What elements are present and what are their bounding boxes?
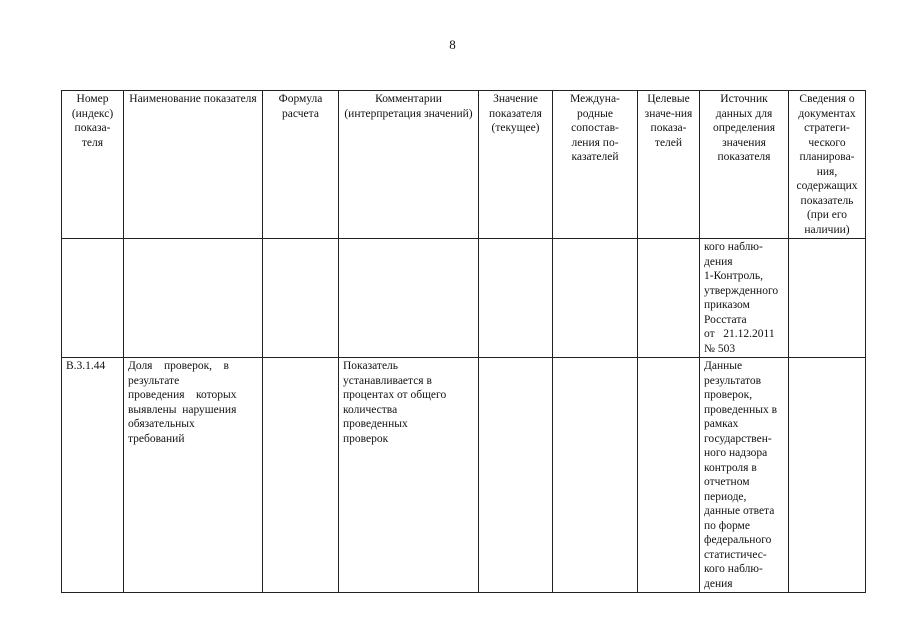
cell-target [638, 239, 700, 358]
table-row [62, 358, 866, 593]
comment-line: устанавливается в [343, 374, 432, 387]
cell-comment [339, 239, 479, 358]
comment-line: процентах от общего [343, 389, 447, 401]
header-value: Значение показателя (текущее) [479, 91, 553, 239]
cell-source [700, 239, 789, 358]
name-line: результате [128, 374, 180, 387]
header-source: Источник данных для определения значения показателя [700, 91, 789, 239]
name-line: требований [128, 432, 185, 445]
source-line: федерального [704, 534, 772, 546]
name-line: проведения которых [128, 389, 237, 401]
cell-index: В.3.1.44 [62, 358, 124, 593]
cell-target [638, 358, 700, 593]
cell-international [553, 239, 638, 358]
comment-line: количества [343, 403, 398, 416]
source-line: статистичес- [704, 548, 767, 561]
cell-documents [789, 239, 866, 358]
header-name: Наименование показателя [124, 91, 263, 239]
comment-line: Показатель [343, 360, 399, 372]
header-international: Междуна-родные сопостав-ления по-казателей [553, 91, 638, 239]
indicators-table [61, 90, 866, 593]
source-line: утвержденного [704, 284, 779, 297]
source-line: по форме [704, 519, 750, 532]
source-line: дения [704, 577, 733, 590]
cell-formula [263, 239, 339, 358]
comment-line: проверок [343, 432, 389, 445]
header-comment: Комментарии (интерпретация значений) [339, 91, 479, 239]
header-documents: Сведения о документах стратеги-ческого планирова-ния, содержащих показатель (при его наличии) [789, 91, 866, 239]
comment-line: проведенных [343, 418, 408, 430]
cell-value [479, 239, 553, 358]
source-line: ного надзора [704, 447, 768, 459]
header-target: Целевые значе-ния показа-телей [638, 91, 700, 239]
cell-documents [789, 358, 866, 593]
cell-name [124, 239, 263, 358]
source-line: проведенных в [704, 403, 778, 416]
source-line: Росстата [704, 313, 747, 326]
page-number: 8 [449, 37, 456, 52]
source-line: Данные [704, 360, 743, 372]
source-line: контроля в [704, 461, 757, 474]
source-line: кого наблю- [704, 241, 763, 253]
table-row [62, 239, 866, 358]
source-line: результатов [704, 374, 762, 387]
cell-international [553, 358, 638, 593]
name-line: обязательных [128, 418, 195, 430]
source-line: периоде, [704, 490, 747, 503]
cell-name [124, 358, 263, 593]
source-line: № 503 [704, 342, 736, 355]
name-line: выявлены нарушения [128, 403, 237, 416]
table-header-row [62, 91, 866, 239]
cell-source [700, 358, 789, 593]
cell-value [479, 358, 553, 593]
header-index: Номер (индекс) показа-теля [62, 91, 124, 239]
source-line: государствен- [704, 432, 772, 445]
source-line: рамках [704, 418, 739, 430]
cell-formula [263, 358, 339, 593]
source-line: от 21.12.2011 [704, 328, 775, 340]
header-formula: Формула расчета [263, 91, 339, 239]
name-line: Доля проверок, в [128, 360, 229, 372]
source-line: кого наблю- [704, 563, 763, 575]
cell-index [62, 239, 124, 358]
source-line: приказом [704, 299, 750, 311]
cell-comment [339, 358, 479, 593]
source-line: данные ответа [704, 505, 775, 517]
source-line: 1-Контроль, [704, 270, 763, 282]
source-line: дения [704, 255, 733, 268]
source-line: отчетном [704, 476, 750, 488]
source-line: проверок, [704, 389, 753, 401]
